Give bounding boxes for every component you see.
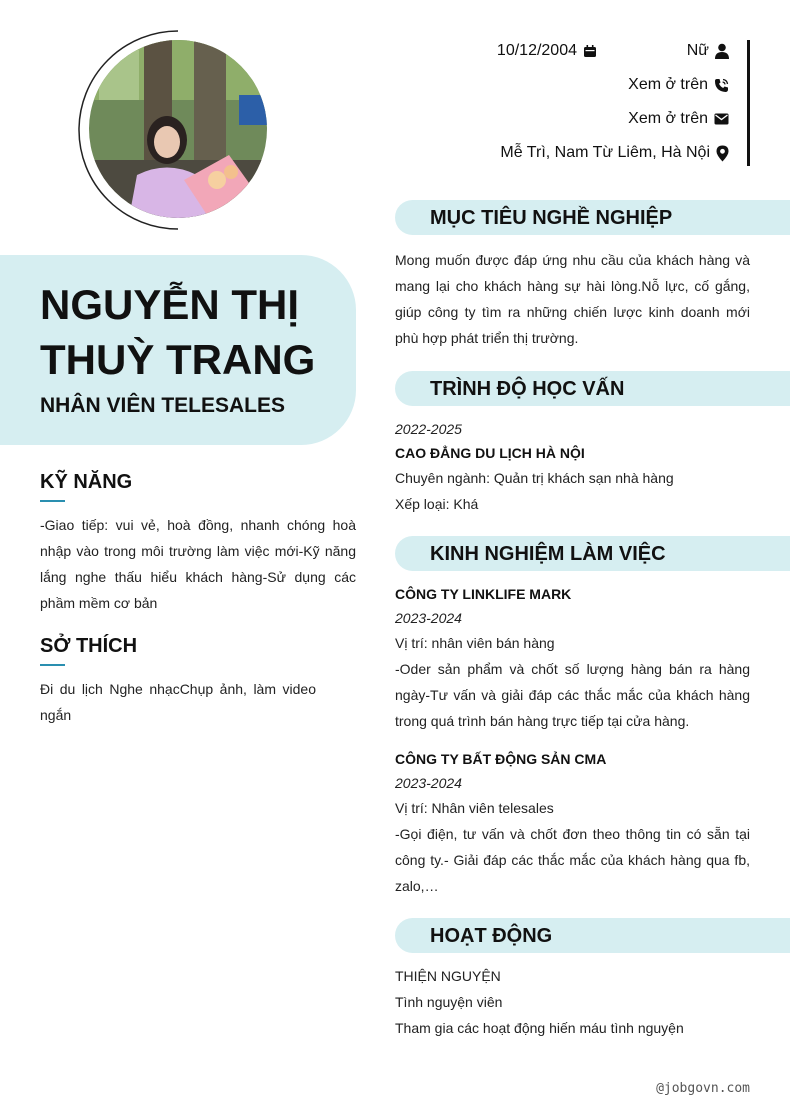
hobbies-heading: SỞ THÍCH [40,635,138,657]
activities-heading: HOẠT ĐỘNG [430,925,553,947]
dob-row [497,42,597,60]
address-row [500,144,729,162]
dob-value: 10/12/2004 [496,42,577,59]
gender-value: Nữ [686,42,709,59]
phone-icon [714,78,729,93]
email-value: Xem ở trên [628,110,708,127]
job-position: Vị trí: Nhân viên telesales [395,800,554,816]
envelope-icon [714,113,729,125]
skills-heading-rule [40,500,65,502]
objective-text: Mong muốn được đáp ứng nhu cầu của khách hàng và mang lại cho khách hàng sự hài lòng.Nỗ lực, cố gắng, giúp công ty tìm ra những chiến lược kinh doanh mới phù hợp phát triển thị trường. [395,252,750,346]
education-heading-bar [395,371,790,406]
activities-section [395,963,750,1041]
education-period: 2022-2025 [395,421,462,437]
experience-item [395,582,750,734]
email-row [628,110,729,128]
hobbies-text: Đi du lịch Nghe nhạcChụp ảnh, làm video ngắn [40,681,316,723]
objective-section [395,247,750,351]
phone-value: Xem ở trên [628,76,708,93]
skills-text: -Giao tiếp: vui vẻ, hoà đồng, nhanh chóng hoà nhập vào trong môi trường làm việc mới-Kỹ năng lắng nghe thấu hiểu khách hàng-Sử dụng các phầm mềm cơ bản [40,517,356,611]
job-description: -Oder sản phẩm và chốt số lượng hàng bán ra hàng ngày-Tư vấn và giải đáp các thắc mắc của khách hàng trong quá trình bán hàng trực tiếp tại cửa hàng. [395,661,750,729]
activities-heading-bar [395,918,790,953]
name-banner [0,255,356,445]
map-pin-icon [716,145,729,162]
full-name: NGUYỄN THỊ THUỲ TRANG [40,281,316,383]
calendar-icon [583,44,597,58]
gender-row [687,42,729,60]
skills-section [40,470,356,616]
education-school: CAO ĐẲNG DU LỊCH HÀ NỘI [395,445,585,461]
company-name: CÔNG TY BẤT ĐỘNG SẢN CMA [395,751,607,767]
skills-heading: KỸ NĂNG [40,471,133,493]
activity-item: Tham gia các hoạt động hiến máu tình nguyện [395,1020,684,1036]
address-value: Mễ Trì, Nam Từ Liêm, Hà Nội [500,144,710,161]
job-period: 2023-2024 [395,610,462,626]
phone-row [628,76,729,94]
education-grade: Xếp loại: Khá [395,496,479,512]
activity-item: Tình nguyện viên [395,994,503,1010]
job-description: -Gọi điện, tư vấn và chốt đơn theo thông tin có sẵn tại công ty.- Giải đáp các thắc mắc của khách hàng qua fb, zalo,… [395,826,750,894]
company-name: CÔNG TY LINKLIFE MARK [395,586,572,602]
job-title: NHÂN VIÊN TELESALES [40,394,286,417]
job-period: 2023-2024 [395,775,462,791]
education-major: Chuyên ngành: Quản trị khách sạn nhà hàng [395,470,674,486]
education-heading: TRÌNH ĐỘ HỌC VẤN [430,378,625,400]
footer-watermark: @jobgovn.com [656,1081,750,1096]
user-icon [715,43,729,59]
education-section [395,417,750,517]
objective-heading: MỤC TIÊU NGHỀ NGHIỆP [430,207,673,229]
experience-item [395,747,750,899]
hobbies-section [40,634,356,728]
objective-heading-bar [395,200,790,235]
job-position: Vị trí: nhân viên bán hàng [395,635,555,651]
profile-photo [89,40,267,218]
experience-heading: KINH NGHIỆM LÀM VIỆC [430,543,666,565]
experience-heading-bar [395,536,790,571]
contact-block [430,40,750,166]
hobbies-heading-rule [40,664,65,666]
activity-item: THIỆN NGUYỆN [395,968,501,984]
